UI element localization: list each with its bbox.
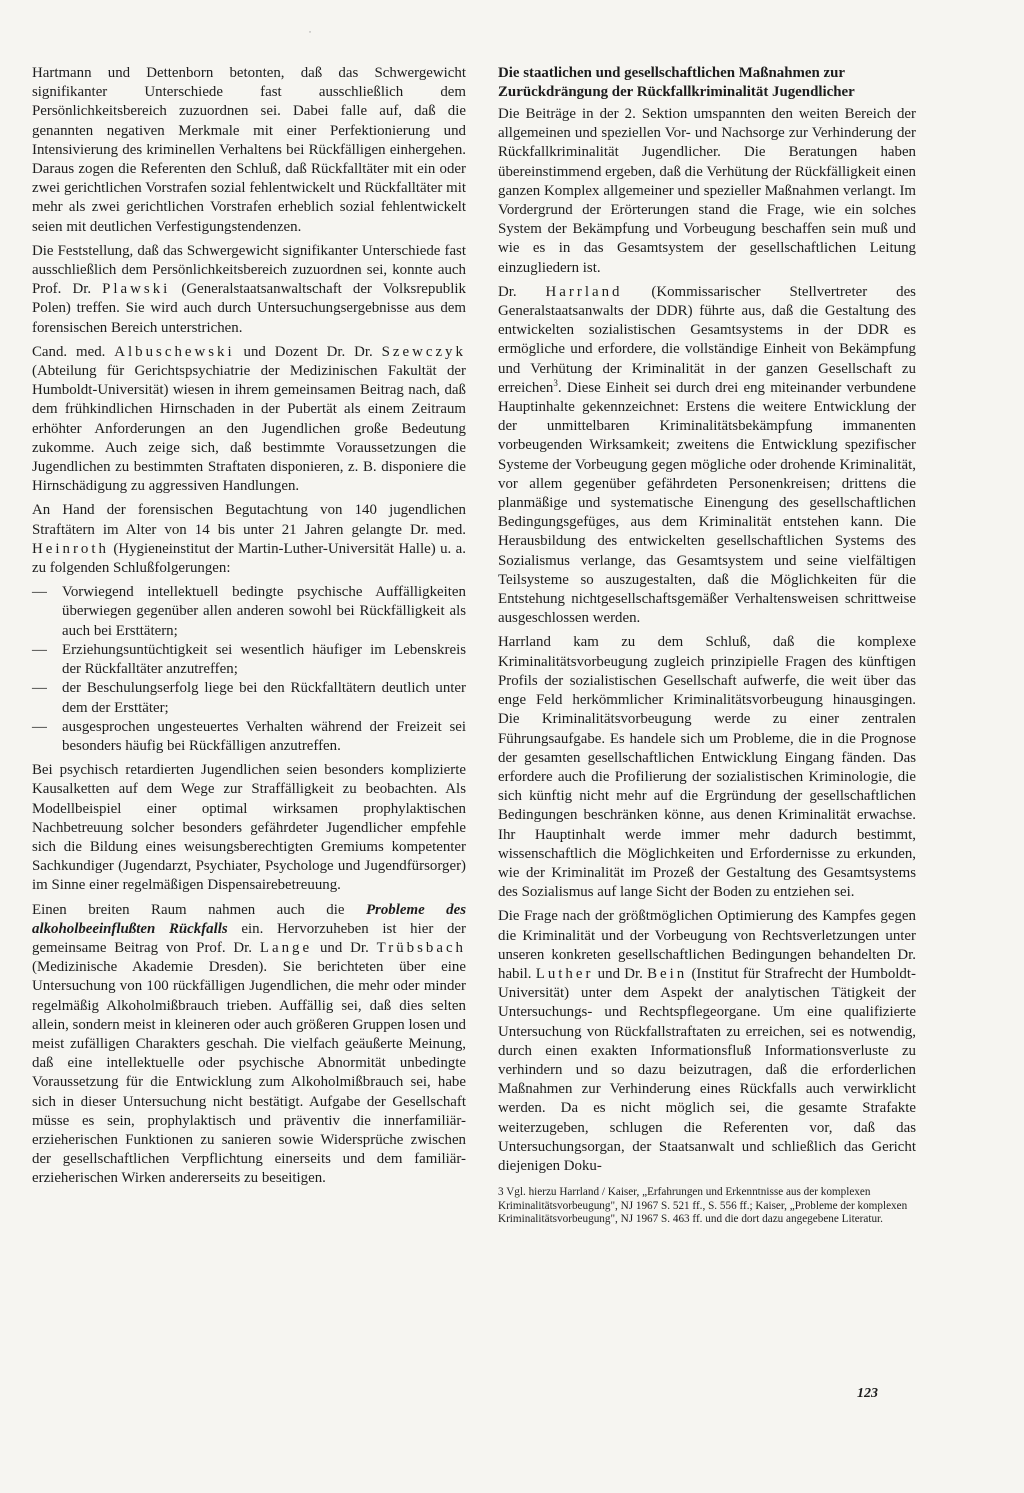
author-name: Szewczyk: [381, 343, 466, 360]
scan-mark: ˙: [308, 28, 312, 42]
footnote-ref: 3: [553, 377, 558, 388]
paragraph: Dr. Harrland (Kommissarischer Stellvertreter des Generalstaatsanwalts der DDR) führte aus, daß die Gestaltung des entwickelten sozialistischen Gesamtsystems in der DDR es ermögliche und erfordere, die vollständige Einheit von Bekämpfung und Verhütung der Kriminalität in der ganzen Gesellschaft zu erreichen$^3$. Diese Einheit sei durch drei eng miteinander verbundene Hauptinhalte gekennzeichnet: Erstens die weitere Entwicklung der der unmittelbaren Kriminalitätsbekämpfung immanenten vorbeugenden Wirksamkeit; zweitens die Entwicklung spezifischer Systeme der Vorbeugung gegen mögliche oder drohende Kriminalität, vor allem gegenüber gefährdeten Personenkreisen; drittens die planmäßige und systematische Einengung des gesellschaftlichen Bedingungsgefüges, aus dem Kriminalität entstehen kann. Die Herausbildung des entwickelten gesellschaftlichen Systems des Sozialismus verlange, das Gesamtsystem und seine vielfältigen Teilsysteme so auszugestalten, daß die Möglichkeiten für die Entstehung nichtgesellschaftsgemäßer Verhaltensweisen schrittweise ausgeschlossen werden.: [498, 283, 916, 627]
paragraph: Die Feststellung, daß das Schwergewicht signifikanter Unterschiede fast ausschließlich dem Persönlichkeitsbereich zuzuordnen sei, konnte auch Prof. Dr. Plawski (Generalstaatsanwaltschaft der Volksrepublik Polen) treffen. Sie wird auch durch Untersuchungsergebnisse aus dem forensischen Bereich unterstrichen.: [32, 242, 466, 336]
author-name: Harrland: [545, 283, 623, 300]
page-number: 123: [857, 1386, 878, 1401]
list-item: — Vorwiegend intellektuell bedingte psychische Auffälligkeiten überwiegen gegenüber allen anderen sowohl bei Rückfälligkeit als auch bei Ersttätern;: [32, 583, 466, 641]
conclusions-list: [32, 583, 466, 756]
author-name: Bein: [647, 965, 688, 982]
paragraph: Cand. med. Albuschewski und Dozent Dr. Dr. Szewczyk (Abteilung für Gerichtspsychiatrie der Medizinischen Fakultät der Humboldt-Universität) wiesen in ihrem gemeinsamen Beitrag nach, daß dem frühkindlichen Hirnschaden in der Pubertät als einem Zeitraum erhöhter Anforderungen an den Jugendlichen große Bedeutung zukomme. Auch zeige sich, daß bestimmte Voraussetzungen die Jugendlichen zu bestimmten Straftaten disponieren, z. B. disponiere die Hirnschädigung zu aggressiven Handlungen.: [32, 343, 466, 495]
paragraph: Harrland kam zu dem Schluß, daß die komplexe Kriminalitätsvorbeugung zugleich prinzipielle Fragen des künftigen Profils der sozialistischen Gesellschaft aufwerfe, die weit über das enge Feld herkömmlicher Kriminalitätsvorbeugung hinausgingen. Die Kriminalitätsvorbeugung werde zu einer zentralen Führungsaufgabe. Es handele sich um Probleme, die in die Prognose der gesamten gesellschaftlichen Entwicklung Eingang fänden. Das erfordere auch die Profilierung der sozialistischen Kriminologie, die sich künftig nicht mehr auf die Ergründung der gesellschaftlichen Bedingungen beschränken könne, aus denen Kriminalität erwachse. Ihr Hauptinhalt werde immer mehr dadurch bestimmt, wissenschaftlich die Möglichkeiten und Erfordernisse zu erkunden, wie der Kriminalität im Prozeß der Gestaltung des Gesamtsystems des Sozialismus auf lange Sicht der Boden zu entziehen sei.: [498, 634, 916, 901]
paragraph: Die Beiträge in der 2. Sektion umspannten den weiten Bereich der allgemeinen und speziellen Vor- und Nachsorge zur Verhinderung der Rückfallkriminalität Jugendlicher. Die Beratungen haben übereinstimmend ergeben, daß die Verhütung der Rückfälligkeit einen ganzen Komplex allgemeiner und spezieller Maßnahmen verlangt. Im Vordergrund der Erörterungen stand die Frage, wie ein solches System der Bekämpfung und Vorbeugung beschaffen sein muß und wie es in das Gesamtsystem der gesellschaftlichen Leitung einzugliedern ist.: [498, 106, 916, 276]
paragraph: Die Frage nach der größtmöglichen Optimierung des Kampfes gegen die Kriminalität und der Vorbeugung von Rechtsverletzungen unter unseren konkreten gesellschaftlichen Bedingungen behandelten Dr. habil. Luther und Dr. Bein (Institut für Strafrecht der Humboldt-Universität) unter dem Aspekt der analytischen Tätigkeit der Untersuchungs- und Rechtspflegeorgane. Um eine qualifizierte Untersuchung von Rückfallstraftaten zu erreichen, sei es notwendig, durch einen exakten Informationsfluß Informationsverluste zu verhindern und so dazu beizutragen, daß die erforderlichen Maßnahmen zur Verhinderung eines Rückfalls auch verwirklicht werden. Da es nicht möglich sei, die gesamte Strafakte weiterzugeben, schlugen die Referenten vor, daß das Untersuchungsorgan, der Staatsanwalt und schließlich das Gericht diejenigen Doku-: [498, 908, 916, 1174]
list-item: — Erziehungsuntüchtigkeit sei wesentlich häufiger im Lebenskreis der Rückfalltäter anzutreffen;: [32, 641, 466, 679]
section-heading: Die staatlichen und gesellschaftlichen Maßnahmen zur Zurückdrängung der Rückfallkriminalität Jugendlicher: [498, 65, 855, 100]
list-item: — der Beschulungserfolg liege bei den Rückfalltätern deutlich unter dem der Ersttäter;: [32, 679, 466, 717]
author-name: Heinroth: [32, 540, 109, 557]
author-name: Plawski: [102, 281, 171, 298]
author-name: Luther: [535, 965, 594, 982]
emphasis: Probleme des alkoholbeeinflußten Rückfalls: [32, 901, 466, 937]
author-name: Trübsbach: [376, 939, 466, 956]
paragraph: Hartmann und Dettenborn betonten, daß das Schwergewicht signifikanter Unterschiede fast ausschließlich dem Persönlichkeitsbereich zuzuordnen sei. Dabei falle auf, daß die genannten negativen Merkmale mit einer Perfektionierung und Intensivierung des kriminellen Verhaltens bei Rückfälligen einhergehen. Daraus zogen die Referenten den Schluß, daß Rückfalltäter mit ein oder zwei gerichtlichen Vorstrafen sozial fehlentwickelt und Rückfalltäter mit mehr als zwei gerichtlichen Vorstrafen erheblich sozial fehlentwickelt seien mit deutlichen Verfestigungstendenzen.: [32, 65, 466, 235]
right-column: [498, 64, 916, 1238]
footnote: 3 Vgl. hierzu Harrland / Kaiser, „Erfahrungen und Erkenntnisse aus der komplexen Kriminalitätsvorbeugung", NJ 1967 S. 521 ff., S. 556 ff.; Kaiser, „Probleme der komplexen Kriminalitätsvorbeugung", NJ 1967 S. 463 ff. und die dort dazu angegebene Literatur.: [498, 1186, 908, 1226]
paragraph: Bei psychisch retardierten Jugendlichen seien besonders komplizierte Kausalketten auf dem Wege zur Straffälligkeit zu beobachten. Als Modellbeispiel einer optimal wirksamen prophylaktischen Nachbetreuung solcher besonders gefährdeter Jugendlicher empfehle sich die Bildung eines weisungsberechtigten Gremiums kompetenter Sachkundiger (Jugendarzt, Psychiater, Psychologe und Jugendfürsorger) im Sinne einer regelmäßigen Dispensairebetreuung.: [32, 762, 466, 894]
left-column: [32, 64, 466, 1194]
author-name: Albuschewski: [114, 343, 235, 360]
list-item: — ausgesprochen ungesteuertes Verhalten während der Freizeit sei besonders häufig bei Rückfälligen anzutreffen.: [32, 718, 466, 756]
paragraph: An Hand der forensischen Begutachtung von 140 jugendlichen Straftätern im Alter von 14 bis unter 21 Jahren gelangte Dr. med. Heinroth (Hygieneinstitut der Martin-Luther-Universität Halle) u. a. zu folgenden Schlußfolgerungen:: [32, 502, 466, 577]
author-name: Lange: [259, 939, 313, 956]
paragraph: Einen breiten Raum nahmen auch die Probleme des alkoholbeeinflußten Rückfalls ein. Hervorzuheben ist hier der gemeinsame Beitrag von Prof. Dr. Lange und Dr. Trübsbach (Medizinische Akademie Dresden). Sie berichteten über eine Untersuchung von 100 rückfälligen Jugendlichen, die mehr oder minder regelmäßig Alkoholmißbrauch trieben. Auffällig sei, daß dies selten allein, sondern meist in kleineren oder auch größeren Gruppen losen und meist zufälligen Charakters geschah. Die vielfach geäußerte Meinung, daß eine intellektuelle oder psychische Abnormität unbedingte Voraussetzung für die Entwicklung zum Alkoholmißbrauch sei, habe sich in dieser Untersuchung nicht bestätigt. Aufgabe der Gesellschaft müsse es sein, prophylaktisch und präventiv die innerfamiliär-erzieherischen Funktionen zu sanieren sowie Widersprüche zwischen der gesellschaftlichen Verpflichtung einerseits und dem familiär-erzieherischen Wirken andererseits zu beseitigen.: [32, 901, 466, 1187]
